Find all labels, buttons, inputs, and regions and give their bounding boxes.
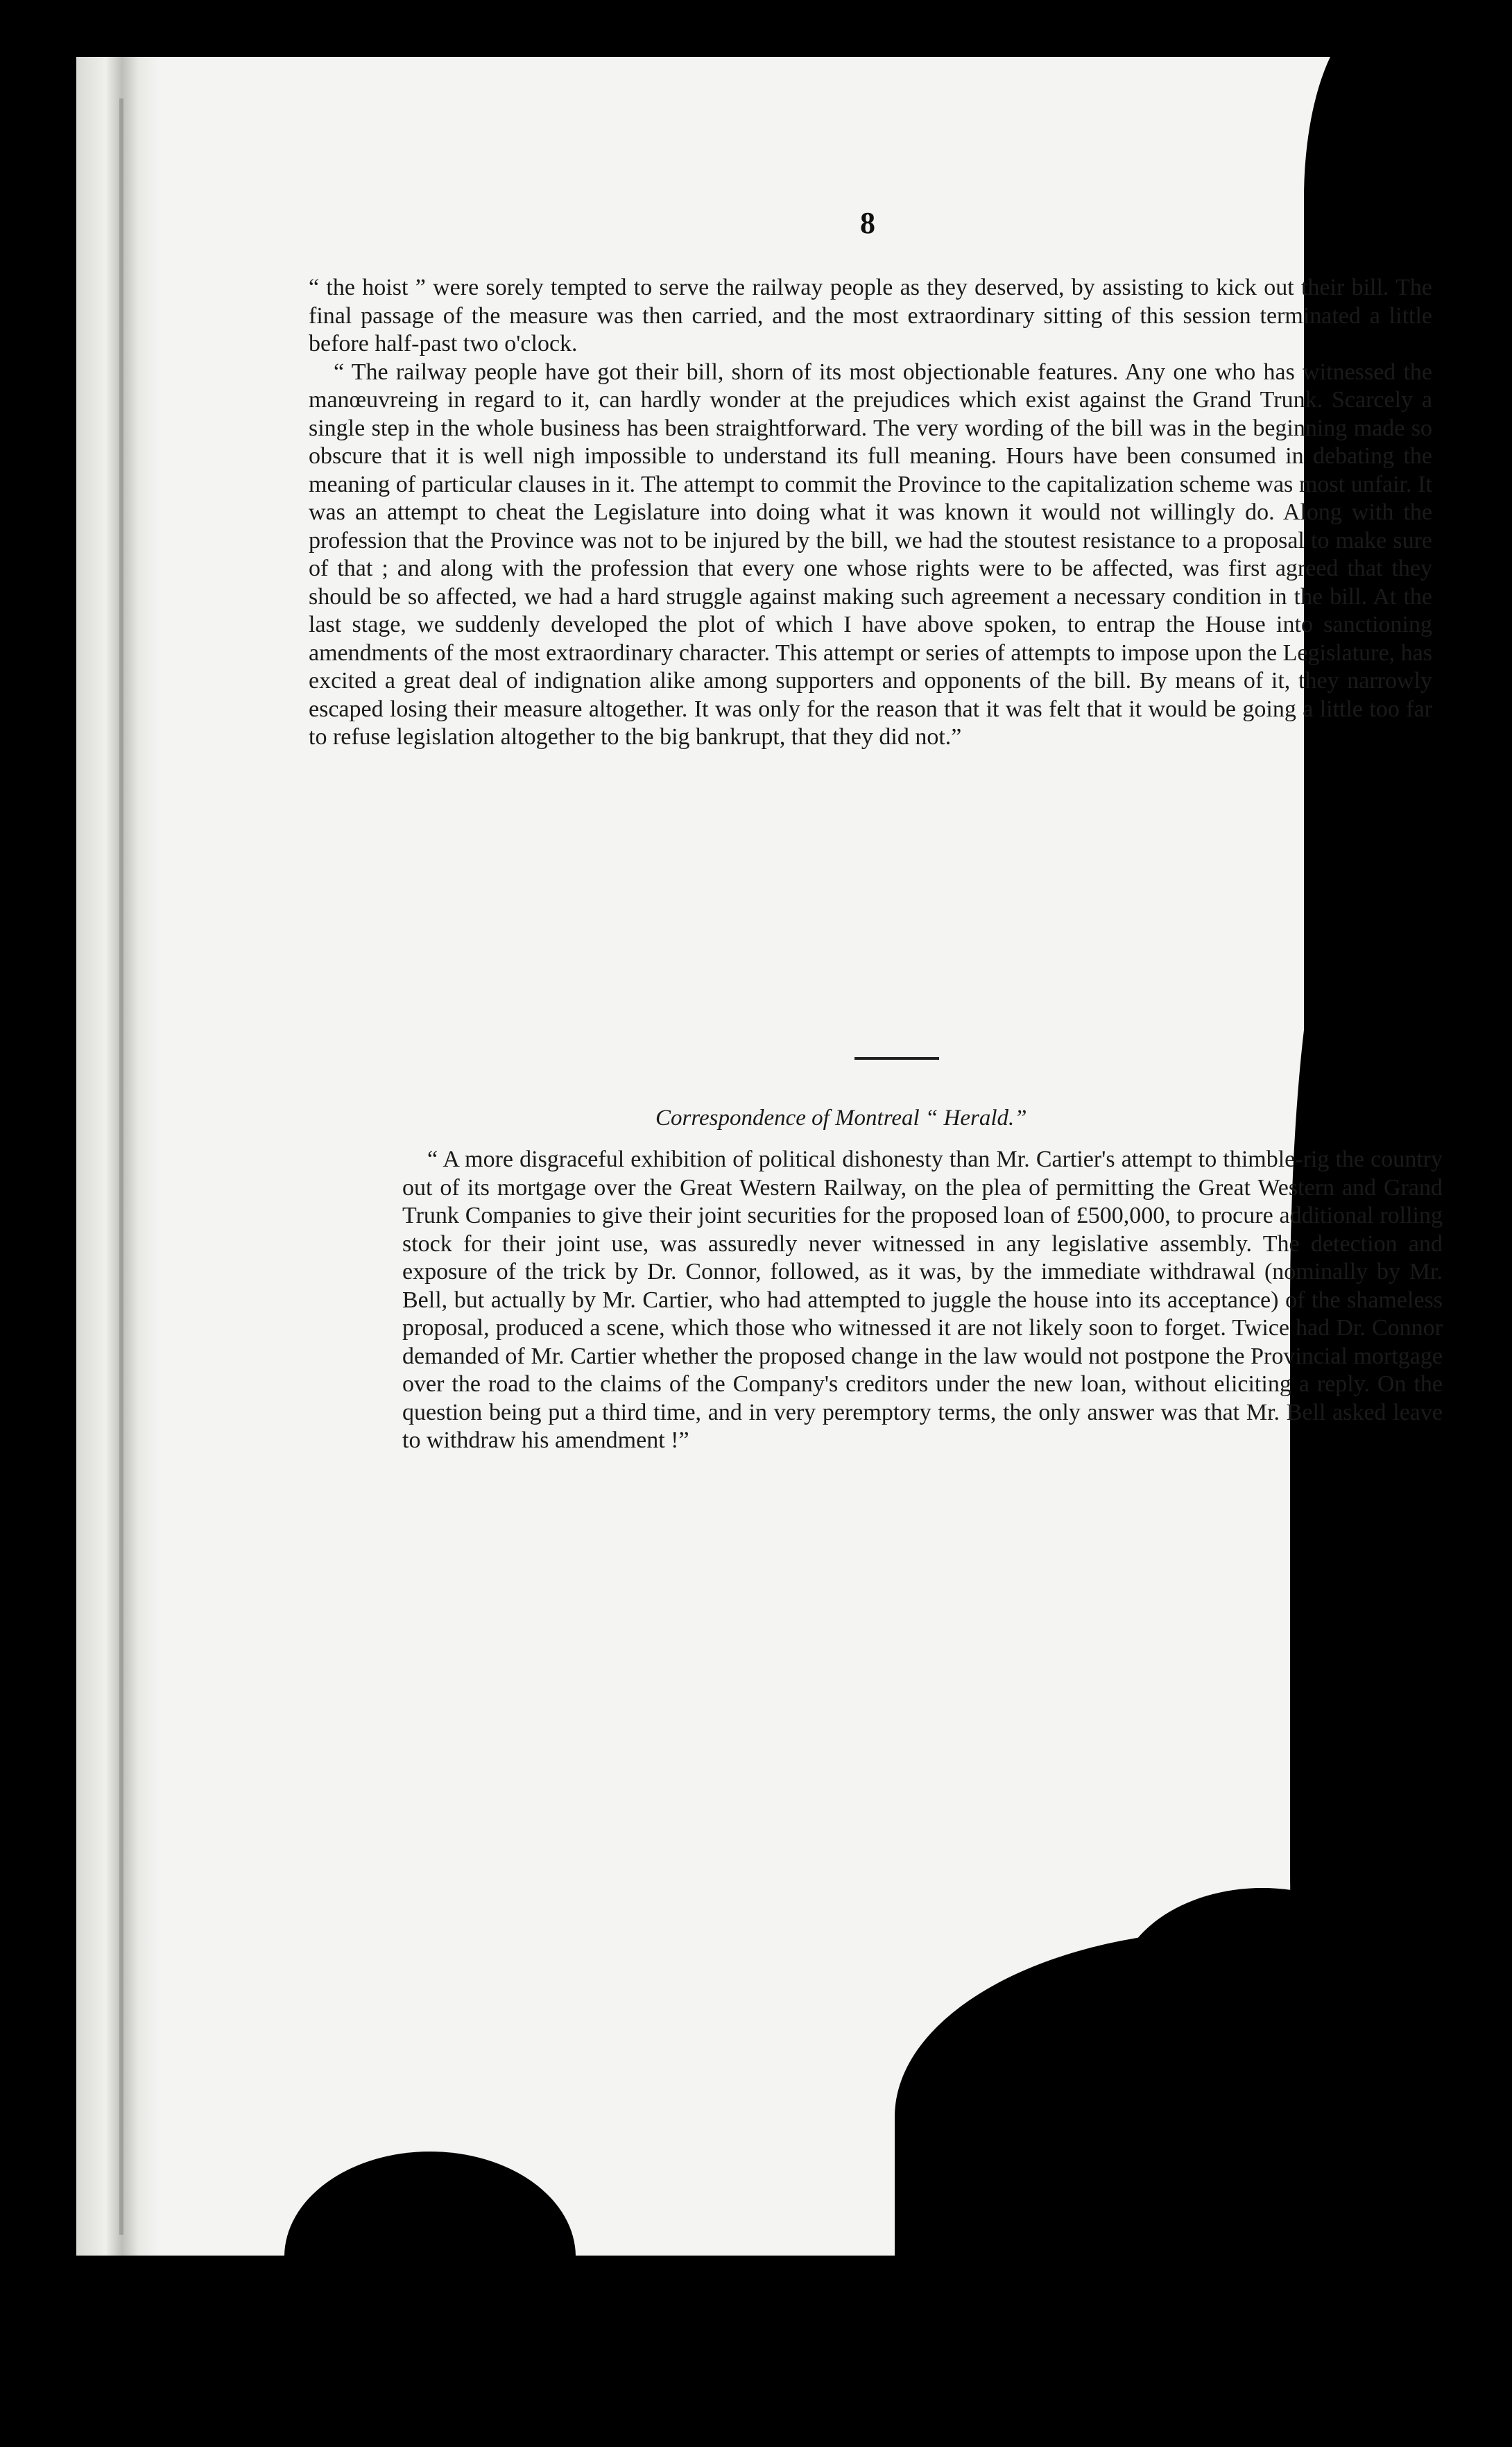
article-body bbox=[309, 274, 1432, 752]
correspondence-heading: Correspondence of Montreal “ Herald.” bbox=[655, 1106, 1027, 1131]
page-number: 8 bbox=[860, 206, 875, 240]
binding-fold-line bbox=[119, 98, 123, 2235]
article-paragraph-2: “ The railway people have got their bill, shorn of its most objectionable features. Any one who has witnessed the manœuvreing in regard to it, can hardly wonder at the prejudices which exist against the Grand Trunk. Scarcely a single step in the whole business has been straightforward. The very wording of the bill was in the beginning made so obscure that it is well nigh impossible to understand its full meaning. Hours have been consumed in debating the meaning of particular clauses in it. The attempt to commit the Province to the capitalization scheme was most unfair. It was an attempt to cheat the Legislature into doing what it was known it would not willingly do. Along with the profession that the Province was not to be injured by the bill, we had the stoutest resistance to a proposal to make sure of that ; and along with the profession that every one whose rights were to be affected, was first agreed that they should be so affected, we had a hard struggle against making such agreement a necessary condition in the bill. At the last stage, we suddenly developed the plot of which I have above spoken, to entrap the House into sanctioning amendments of the most extraordinary character. This attempt or series of attempts to impose upon the Legislature, has excited a great deal of indignation alike among supporters and opponents of the bill. By means of it, they narrowly escaped losing their measure altogether. It was only for the reason that it was felt that it would be going a little too far to refuse legislation altogether to the big bankrupt, that they did not.” bbox=[309, 359, 1432, 750]
correspondence-paragraph: “ A more disgraceful exhibition of political dishonesty than Mr. Cartier's attempt to thimble-rig the country out of its mortgage over the Great Western Railway, on the plea of permitting the Great Western and Grand Trunk Companies to give their joint securities for the proposed loan of £500,000, to procure additional rolling stock for their joint use, was assuredly never witnessed in any legislative assembly. The detection and exposure of the trick by Dr. Connor, followed, as it was, by the immediate withdrawal (nominally by Mr. Bell, but actually by Mr. Cartier, who had attempted to juggle the house into its acceptance) of the shameless proposal, produced a scene, which those who witnessed it are not likely soon to forget. Twice had Dr. Connor demanded of Mr. Cartier whether the proposed change in the law would not postpone the Provincial mortgage over the road to the claims of the Company's creditors under the new loan, without eliciting a reply. On the question being put a third time, and in very peremptory terms, the only answer was that Mr. Bell asked leave to withdraw his amendment !” bbox=[402, 1147, 1443, 1453]
dark-damage-bottom-right bbox=[895, 1930, 1457, 2256]
correspondence-body bbox=[402, 1146, 1443, 1455]
binding-gutter bbox=[76, 57, 160, 2256]
dark-damage-bottom-left bbox=[284, 2152, 576, 2256]
article-paragraph-1: “ the hoist ” were sorely tempted to serve the railway people as they deserved, by assisting to kick out their bill. The final passage of the measure was then carried, and the most extraordinary sitting of this session terminated a little before half-past two o'clock. bbox=[309, 275, 1432, 357]
section-divider bbox=[854, 1057, 939, 1060]
